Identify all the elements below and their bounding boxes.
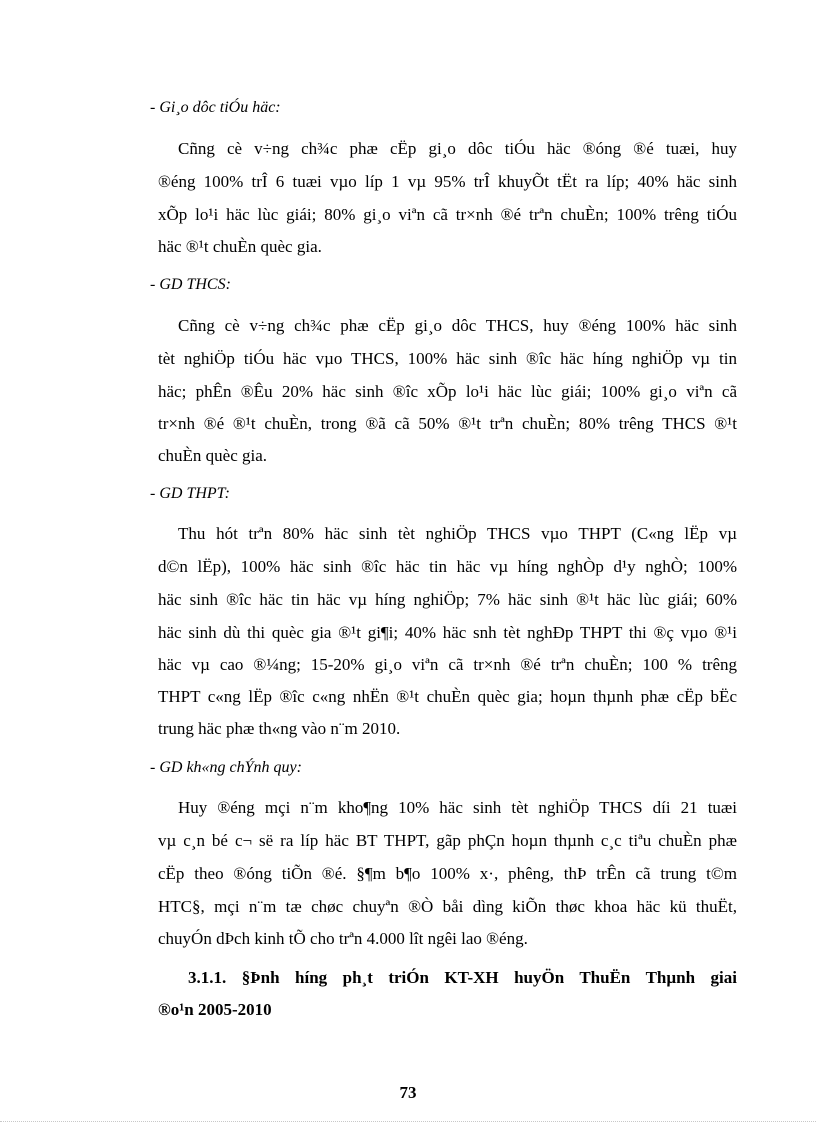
paragraph-line: cËp theo ®óng tiÕn ®é. §¶m b¶o 100% x·, phêng, thÞ trÊn cã trung t©m <box>158 864 737 883</box>
paragraph-line: häc; phÊn ®Êu 20% häc sinh ®îc xÕp lo¹i häc lùc giái; 100% gi¸o viªn cã <box>158 382 737 401</box>
subsection-heading-continuation: ®o¹n 2005-2010 <box>158 1000 272 1019</box>
paragraph-line: tr×nh ®é ®¹t chuÈn, trong ®ã cã 50% ®¹t trªn chuÈn; 80% trêng THCS ®¹t <box>158 414 737 433</box>
section-heading-primary-education: - Gi¸o dôc tiÓu häc: <box>150 99 281 116</box>
paragraph-line: HTC§, mçi n¨m tæ chøc chuyªn ®Ò båi dìng kiÕn thøc khoa häc kü thuËt, <box>158 897 737 916</box>
paragraph-line: d©n lËp), 100% häc sinh ®îc häc tin häc vµ híng nghÒp d¹y nghÒ; 100% <box>158 557 737 576</box>
page-number: 73 <box>399 1083 417 1102</box>
paragraph-line: häc sinh dù thi quèc gia ®¹t gi¶i; 40% häc snh tèt nghÐp THPT thi ®ç vµo ®¹i <box>158 623 737 642</box>
paragraph-line: chuyÓn dÞch kinh tÕ cho trªn 4.000 lît ngêi lao ®éng. <box>158 929 528 948</box>
paragraph-line: ®éng 100% trÎ 6 tuæi vµo líp 1 vµ 95% trÎ khuyÕt tËt ra líp; 40% häc sinh <box>158 172 737 191</box>
section-heading-thpt: - GD THPT: <box>150 485 231 502</box>
section-heading-continuing-education: - GD kh«ng chÝnh quy: <box>150 759 302 776</box>
paragraph-line: Cñng cè v÷ng ch¾c phæ cËp gi¸o dôc tiÓu häc ®óng ®é tuæi, huy <box>178 139 737 158</box>
paragraph-line: Thu hót trªn 80% häc sinh tèt nghiÖp THCS vµo THPT (C«ng lËp vµ <box>178 524 737 543</box>
page-bottom-divider <box>0 1121 816 1122</box>
paragraph-line: häc ®¹t chuÈn quèc gia. <box>158 237 322 256</box>
paragraph-line: häc sinh ®îc häc tin häc vµ híng nghiÖp; 7% häc sinh ®¹t häc lùc giái; 60% <box>158 590 737 609</box>
paragraph-line: Huy ®éng mçi n¨m kho¶ng 10% häc sinh tèt nghiÖp THCS díi 21 tuæi <box>178 798 737 817</box>
subsection-heading: 3.1.1. §Þnh híng ph¸t triÓn KT-XH huyÖn ThuËn Thµnh giai <box>188 968 737 987</box>
paragraph-line: THPT c«ng lËp ®îc c«ng nhËn ®¹t chuÈn quèc gia; hoµn thµnh phæ cËp bËc <box>158 687 737 706</box>
paragraph-line: häc vµ cao ®¼ng; 15-20% gi¸o viªn cã tr×nh ®é trªn chuÈn; 100 % trêng <box>158 655 737 674</box>
paragraph-line: Cñng cè v÷ng ch¾c phæ cËp gi¸o dôc THCS, huy ®éng 100% häc sinh <box>178 316 737 335</box>
paragraph-line: tèt nghiÖp tiÓu häc vµo THCS, 100% häc sinh ®îc häc híng nghiÖp vµ tin <box>158 349 737 368</box>
paragraph-line: vµ c¸n bé c¬ së ra líp häc BT THPT, gãp phÇn hoµn thµnh c¸c tiªu chuÈn phæ <box>158 831 737 850</box>
paragraph-line: xÕp lo¹i häc lùc giái; 80% gi¸o viªn cã tr×nh ®é trªn chuÈn; 100% trêng tiÓu <box>158 205 737 224</box>
paragraph-line: trung häc phæ th«ng vào n¨m 2010. <box>158 719 401 738</box>
paragraph-line: chuÈn quèc gia. <box>158 446 268 465</box>
section-heading-thcs: - GD THCS: <box>150 276 231 293</box>
